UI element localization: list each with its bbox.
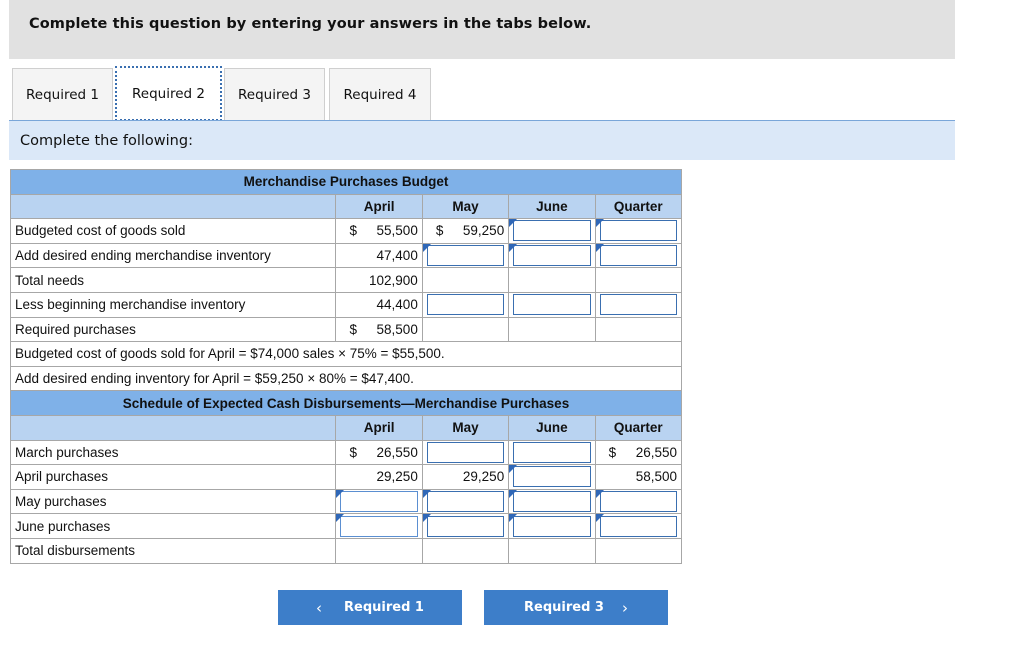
row-label: Required purchases	[11, 317, 336, 342]
input-cell-june[interactable]	[509, 440, 595, 465]
tab-label: Required 1	[26, 86, 99, 103]
instruction-text: Complete the following:	[20, 133, 193, 149]
tab-required-4[interactable]	[329, 68, 431, 120]
row-label: Budgeted cost of goods sold	[11, 219, 336, 244]
cell-april	[336, 219, 422, 244]
dollar-sign: $	[349, 444, 357, 460]
dollar-sign: $	[608, 444, 617, 460]
header-blank	[11, 415, 336, 440]
cell-april	[336, 268, 422, 293]
answer-input[interactable]	[600, 491, 677, 512]
next-button-label: Required 3	[524, 600, 604, 615]
table-row	[11, 268, 682, 293]
table-row	[11, 538, 682, 563]
cell-may	[422, 465, 508, 490]
cell-may	[422, 219, 508, 244]
cell-april	[336, 440, 422, 465]
cell-april	[336, 538, 422, 563]
row-label: Less beginning merchandise inventory	[11, 292, 336, 317]
row-label: June purchases	[11, 514, 336, 539]
dollar-sign: $	[435, 223, 444, 239]
answer-input[interactable]	[513, 516, 590, 537]
cell-quarter	[595, 440, 681, 465]
table-row	[11, 243, 682, 268]
prev-required-1-button[interactable]	[278, 590, 462, 625]
input-flag-icon	[509, 490, 517, 498]
input-cell-june[interactable]	[509, 489, 595, 514]
col-april: April	[336, 194, 422, 219]
col-may: May	[422, 415, 508, 440]
cell-value: 44,400	[376, 297, 418, 313]
row-label: Total disbursements	[11, 538, 336, 563]
row-label: May purchases	[11, 489, 336, 514]
prev-button-label: Required 1	[344, 600, 424, 615]
input-flag-icon	[596, 490, 604, 498]
cell-may	[422, 317, 508, 342]
cell-value: 59,250	[462, 223, 505, 239]
input-flag-icon	[423, 244, 431, 252]
input-flag-icon	[509, 219, 517, 227]
budget-table	[10, 169, 682, 564]
input-flag-icon	[423, 490, 431, 498]
table-row	[11, 219, 682, 244]
answer-input[interactable]	[427, 516, 504, 537]
input-cell-may[interactable]	[422, 514, 508, 539]
input-flag-icon	[596, 244, 604, 252]
tab-label: Required 2	[132, 85, 205, 102]
answer-input[interactable]	[600, 220, 677, 241]
budget-title: Merchandise Purchases Budget	[11, 170, 682, 195]
input-cell-quarter[interactable]	[595, 489, 681, 514]
col-june: June	[509, 415, 595, 440]
chevron-right-icon: ›	[621, 598, 628, 617]
answer-input[interactable]	[513, 220, 590, 241]
schedule-header-row	[11, 415, 682, 440]
input-cell-june[interactable]	[509, 292, 595, 317]
cell-value: 58,500	[376, 321, 418, 337]
cell-value: 47,400	[376, 248, 418, 264]
note-row	[11, 366, 682, 391]
answer-input[interactable]	[513, 245, 590, 266]
dollar-sign: $	[349, 321, 357, 337]
answer-input[interactable]	[513, 466, 590, 487]
answer-input[interactable]	[600, 516, 677, 537]
answer-input[interactable]	[427, 491, 504, 512]
answer-input[interactable]	[513, 294, 590, 315]
input-cell-june[interactable]	[509, 219, 595, 244]
row-label: Add desired ending merchandise inventory	[11, 243, 336, 268]
answer-input[interactable]	[427, 245, 504, 266]
col-quarter: Quarter	[595, 415, 681, 440]
input-flag-icon	[596, 514, 604, 522]
cell-value: 29,250	[376, 469, 418, 485]
input-cell-june[interactable]	[509, 465, 595, 490]
row-label: March purchases	[11, 440, 336, 465]
cell-value: 26,550	[635, 444, 677, 460]
tab-required-2[interactable]	[115, 66, 222, 121]
dollar-sign: $	[349, 223, 357, 239]
row-label: Total needs	[11, 268, 336, 293]
input-cell-quarter[interactable]	[595, 243, 681, 268]
next-required-3-button[interactable]	[484, 590, 668, 625]
input-flag-icon	[509, 514, 517, 522]
cell-april	[336, 292, 422, 317]
input-cell-may[interactable]	[422, 440, 508, 465]
col-april: April	[336, 415, 422, 440]
cell-quarter	[595, 465, 681, 490]
cell-value: 26,550	[376, 444, 418, 460]
input-cell-june[interactable]	[509, 243, 595, 268]
input-cell-quarter[interactable]	[595, 514, 681, 539]
table-row	[11, 465, 682, 490]
answer-input[interactable]	[340, 491, 417, 512]
tab-label: Required 4	[343, 86, 417, 103]
note-text: Add desired ending inventory for April = $59,250 × 80% = $47,400.	[11, 366, 682, 391]
input-cell-june[interactable]	[509, 514, 595, 539]
table-row	[11, 317, 682, 342]
col-quarter: Quarter	[595, 194, 681, 219]
tab-label: Required 3	[238, 86, 311, 103]
cell-april	[336, 243, 422, 268]
input-flag-icon	[423, 514, 431, 522]
header-blank	[11, 194, 336, 219]
instruction-bar	[9, 121, 955, 160]
budget-header-row	[11, 194, 682, 219]
note-text: Budgeted cost of goods sold for April = $74,000 sales × 75% = $55,500.	[11, 342, 682, 367]
cell-may	[422, 538, 508, 563]
input-flag-icon	[336, 490, 344, 498]
input-cell-april[interactable]	[336, 514, 422, 539]
cell-value: 55,500	[376, 223, 418, 239]
schedule-title: Schedule of Expected Cash Disbursements—Merchandise Purchases	[11, 391, 682, 416]
input-cell-may[interactable]	[422, 292, 508, 317]
input-flag-icon	[336, 514, 344, 522]
col-may: May	[422, 194, 508, 219]
cell-june	[509, 268, 595, 293]
tab-required-3[interactable]	[224, 68, 325, 120]
answer-input[interactable]	[513, 491, 590, 512]
cell-june	[509, 317, 595, 342]
input-flag-icon	[509, 465, 517, 473]
input-flag-icon	[509, 244, 517, 252]
note-row	[11, 342, 682, 367]
row-label: April purchases	[11, 465, 336, 490]
schedule-title-row	[11, 391, 682, 416]
table-row	[11, 514, 682, 539]
col-june: June	[509, 194, 595, 219]
answer-input[interactable]	[427, 294, 504, 315]
table-row	[11, 292, 682, 317]
cell-june	[509, 538, 595, 563]
cell-april	[336, 465, 422, 490]
cell-may	[422, 268, 508, 293]
cell-value: 58,500	[635, 469, 677, 485]
question-instruction: Complete this question by entering your answers in the tabs below.	[29, 16, 592, 32]
answer-input[interactable]	[600, 294, 677, 315]
answer-input[interactable]	[600, 245, 677, 266]
tab-required-1[interactable]	[12, 68, 113, 120]
cell-quarter	[595, 538, 681, 563]
answer-input[interactable]	[340, 516, 417, 537]
cell-quarter	[595, 317, 681, 342]
input-cell-quarter[interactable]	[595, 292, 681, 317]
input-cell-may[interactable]	[422, 489, 508, 514]
answer-input[interactable]	[513, 442, 590, 463]
cell-quarter	[595, 268, 681, 293]
cell-value: 29,250	[462, 469, 505, 485]
table-row	[11, 440, 682, 465]
budget-title-row	[11, 170, 682, 195]
input-cell-april[interactable]	[336, 489, 422, 514]
answer-input[interactable]	[427, 442, 504, 463]
input-cell-quarter[interactable]	[595, 219, 681, 244]
cell-value: 102,900	[369, 272, 418, 288]
input-flag-icon	[596, 219, 604, 227]
table-row	[11, 489, 682, 514]
chevron-left-icon: ‹	[316, 598, 323, 617]
question-header	[9, 0, 955, 59]
cell-april	[336, 317, 422, 342]
input-cell-may[interactable]	[422, 243, 508, 268]
